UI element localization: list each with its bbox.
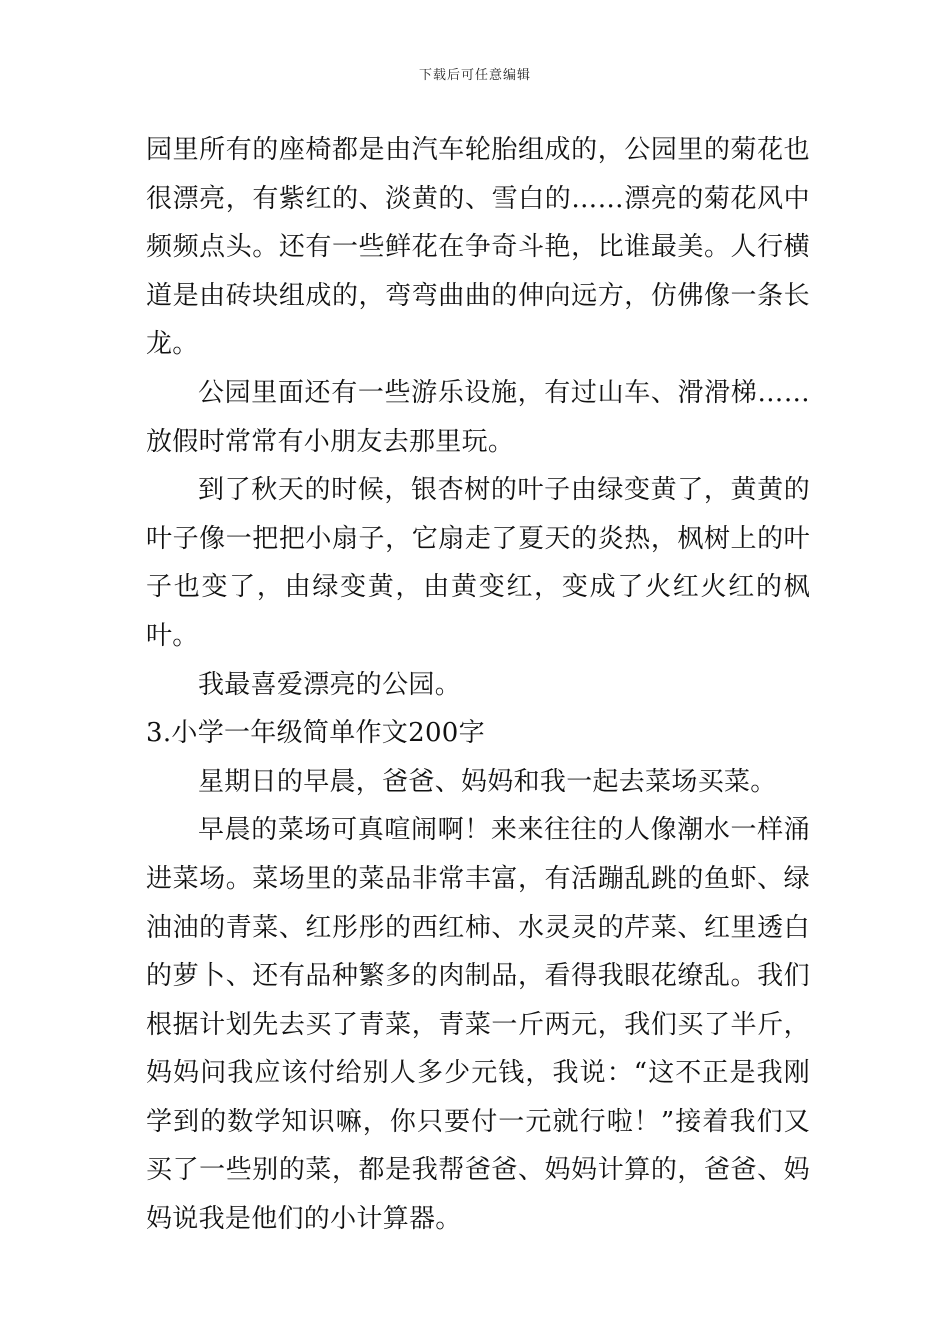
paragraph-amusement-facilities: 公园里面还有一些游乐设施，有过山车、滑滑梯……放假时常常有小朋友去那里玩。: [146, 377, 810, 457]
document-body: [146, 126, 810, 1244]
header-note: 下载后可任意编辑: [418, 68, 531, 83]
paragraph-vegetable-market: 早晨的菜场可真喧闹啊！来来往往的人像潮水一样涌进菜场。菜场里的菜品非常丰富，有活蹦乱跳的鱼虾、绿油油的青菜、红彤彤的西红柿、水灵灵的芹菜、红里透白的萝卜、还有品种繁多的肉制品，看得我眼花缭乱。我们根据计划先去买了青菜，青菜一斤两元，我们买了半斤，妈妈问我应该付给别人多少元钱，我说：“这不正是我刚学到的数学知识嘛，你只要付一元就行啦！”接着我们又买了一些别的菜，都是我帮爸爸、妈妈计算的，爸爸、妈妈说我是他们的小计算器。: [146, 815, 810, 1235]
paragraph-autumn-leaves: 到了秋天的时候，银杏树的叶子由绿变黄了，黄黄的叶子像一把把小扇子，它扇走了夏天的炎热，枫树上的叶子也变了，由绿变黄，由黄变红，变成了火红火红的枫叶。: [146, 475, 810, 651]
paragraph-park-details: 园里所有的座椅都是由汽车轮胎组成的，公园里的菊花也很漂亮，有紫红的、淡黄的、雪白的……漂亮的菊花风中频频点头。还有一些鲜花在争奇斗艳，比谁最美。人行横道是由砖块组成的，弯弯曲曲的伸向远方，仿佛像一条长龙。: [146, 135, 810, 360]
paragraph-love-park: 我最喜爱漂亮的公园。: [198, 669, 462, 700]
section-heading-3: 3.小学一年级简单作文200字: [146, 718, 485, 749]
paragraph-sunday-morning: 星期日的早晨，爸爸、妈妈和我一起去菜场买菜。: [198, 766, 777, 797]
